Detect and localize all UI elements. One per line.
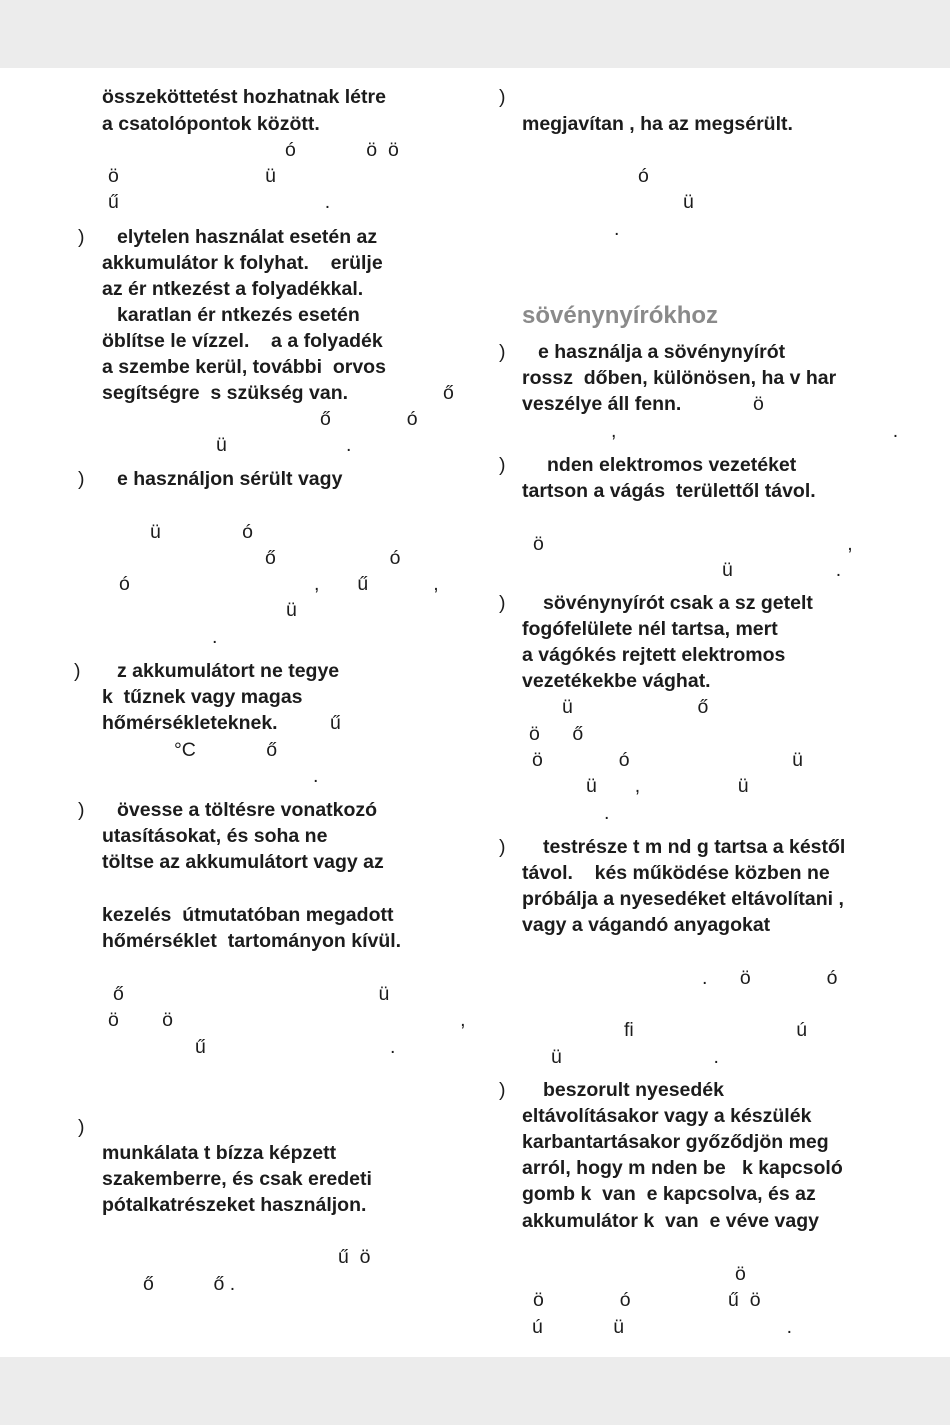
top-margin-band [0,0,950,68]
right-line-32: karbantartásakor győződjön meg [522,1131,829,1153]
left-line-31: kezelés útmutatóban megadott [102,904,394,926]
right-item-marker-2: ) [499,454,506,476]
left-item-marker-2: ) [78,468,85,490]
right-line-38: ú ü . [532,1316,793,1338]
right-line-16: a vágókés rejtett elektromos [522,644,786,666]
right-item-marker-5: ) [499,1079,506,1101]
section-heading: sövénynyírókhoz [522,302,719,329]
left-line-40: ő ő . [143,1273,236,1295]
left-line-27: . [313,765,319,787]
left-line-1: összeköttetést hozhatnak létre [102,86,386,108]
left-line-11: a szembe kerül, további orvos [102,356,386,378]
left-line-26: °C ő [174,739,278,761]
left-line-8: az ér ntkezést a folyadékkal. [102,278,364,300]
right-line-17: vezetékekbe vághat. [522,670,711,692]
left-line-5: ű . [108,191,331,213]
right-item-marker-1: ) [499,341,506,363]
right-line-31: eltávolításakor vagy a készülék [522,1105,812,1127]
left-line-21: . [212,626,218,648]
right-line-13: ü . [722,559,842,581]
left-line-24: hőmérsékleteknek. [102,712,278,734]
left-line-10: öblítse le vízzel. a a folyadék [102,330,383,352]
left-line-20: ü [286,599,297,621]
left-line-2: a csatolópontok között. [102,113,320,135]
right-line-18: ü ő [562,696,709,718]
left-item-marker-1: ) [78,226,85,248]
right-line-14: sövénynyírót csak a sz getelt [543,592,813,614]
left-line-33: ő ü [113,983,390,1005]
right-line-22: . [604,802,610,824]
left-line-22: z akkumulátort ne tegye [117,660,340,682]
left-line-6: elytelen használat esetén az [117,226,378,248]
right-line-6: rossz dőben, különösen, ha v har [522,367,837,389]
left-line-25: ű [330,712,341,734]
right-line-30: beszorult nyesedék [543,1079,724,1101]
right-line-5: e használja a sövénynyírót [538,341,786,363]
right-line-29: ü . [551,1046,719,1068]
right-line-25: próbálja a nyesedéket eltávolítani , [522,888,844,910]
right-line-19: ö ő [529,723,584,745]
left-line-29: utasításokat, és soha ne [102,825,328,847]
right-line-15: fogófelülete nél tartsa, mert [522,618,778,640]
right-line-3: ü [683,191,694,213]
left-line-17: ü ó [150,521,253,543]
left-line-23: k tűznek vagy magas [102,686,303,708]
left-line-15: ü . [216,434,352,456]
right-item-marker-0: ) [499,86,506,108]
right-line-20: ö ó ü [532,749,803,771]
left-line-4: ö ü [108,165,276,187]
left-line-28: övesse a töltésre vonatkozó [117,799,378,821]
left-line-19: ó , ű , [119,573,439,595]
right-line-9: , . [611,420,899,442]
right-line-2: ó [638,165,649,187]
right-line-21: ü , ü [586,775,749,797]
right-line-28: fi ú [624,1019,808,1041]
left-line-30: töltse az akkumulátort vagy az [102,851,384,873]
left-item-marker-3: ) [74,660,81,682]
right-line-33: arról, hogy m nden be k kapcsoló [522,1157,843,1179]
right-line-37: ö ó ű ö [533,1289,761,1311]
bottom-margin-band [0,1357,950,1425]
left-line-9: karatlan ér ntkezés esetén [117,304,360,326]
right-line-7: veszélye áll fenn. [522,393,682,415]
left-line-38: pótalkatrészeket használjon. [102,1194,367,1216]
left-line-16: e használjon sérült vagy [117,468,343,490]
left-line-39: ű ö [338,1246,371,1268]
right-line-8: ö [753,393,764,415]
right-line-23: testrésze t m nd g tartsa a késtől [543,836,846,858]
left-line-7: akkumulátor k folyhat. erülje [102,252,383,274]
right-line-1: megjavítan , ha az megsérült. [522,113,793,135]
left-item-marker-4: ) [78,799,85,821]
left-item-marker-5: ) [78,1116,85,1138]
right-line-26: vagy a vágandó anyagokat [522,914,771,936]
right-line-35: akkumulátor k van e véve vagy [522,1210,819,1232]
right-line-4: . [614,218,620,240]
left-line-3: ó ö ö [285,139,399,161]
right-item-marker-4: ) [499,836,506,858]
left-line-32: hőmérséklet tartományon kívül. [102,930,402,952]
right-line-27: . ö ó [702,967,838,989]
left-line-14: ő ó [320,408,418,430]
left-line-35: ű . [195,1036,396,1058]
right-item-marker-3: ) [499,592,506,614]
right-line-36: ö [735,1263,746,1285]
left-line-12: segítségre s szükség van. [102,382,349,404]
right-line-24: távol. kés működése közben ne [522,862,830,884]
right-line-34: gomb k van e kapcsolva, és az [522,1183,816,1205]
left-line-36: munkálata t bízza képzett [102,1142,337,1164]
left-line-37: szakemberre, és csak eredeti [102,1168,372,1190]
left-line-18: ő ó [265,547,401,569]
right-line-12: ö , [533,533,853,555]
right-line-10: nden elektromos vezetéket [547,454,797,476]
right-line-11: tartson a vágás területtől távol. [522,480,816,502]
left-line-34: ö ö , [108,1009,466,1031]
left-line-13: ő [443,382,454,404]
